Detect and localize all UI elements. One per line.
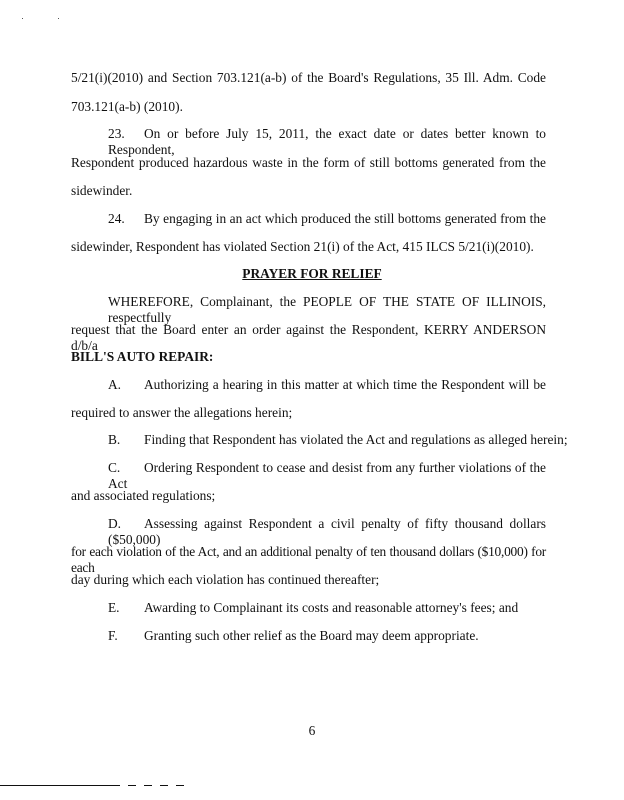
body-line: sidewinder, Respondent has violated Section 21(i) of the Act, 415 ILCS 5/21(i)(2010). [71, 239, 534, 254]
item-letter: C. [108, 460, 121, 475]
footer-dash [128, 785, 136, 786]
paragraph-number: 23. [108, 126, 125, 141]
respondent-name: BILL'S AUTO REPAIR: [71, 349, 214, 364]
footer-dash [144, 785, 152, 786]
item-letter: E. [108, 600, 120, 615]
paragraph-text: On or before July 15, 2011, the exact date or dates better known to Respondent, [108, 126, 546, 157]
body-line: and associated regulations; [71, 488, 216, 503]
item-letter: F. [108, 628, 118, 643]
item-letter: A. [108, 377, 122, 392]
body-line: sidewinder. [71, 183, 133, 198]
item-text: Finding that Respondent has violated the Act and regulations as alleged herein; [144, 432, 568, 447]
body-line: required to answer the allegations herein; [71, 405, 293, 420]
item-text: Ordering Respondent to cease and desist from any further violations of the Act [108, 460, 546, 491]
item-text: Assessing against Respondent a civil penalty of fifty thousand dollars ($50,000) [108, 516, 546, 547]
body-line: 5/21(i)(2010) and Section 703.121(a-b) of the Board's Regulations, 35 Ill. Adm. Code [71, 70, 546, 85]
page-number: 6 [308, 723, 316, 738]
scan-speck [22, 18, 23, 19]
item-a [108, 377, 546, 393]
item-text: Authorizing a hearing in this matter at which time the Respondent will be [144, 377, 546, 392]
body-line: WHEREFORE, Complainant, the PEOPLE OF THE STATE OF ILLINOIS, respectfully [108, 294, 546, 325]
item-letter: B. [108, 432, 121, 447]
body-line: for each violation of the Act, and an additional penalty of ten thousand dollars ($10,000) for each [71, 544, 546, 575]
footer-dash [176, 785, 184, 786]
footer-rule [0, 785, 120, 786]
paragraph-24-first-line [108, 211, 546, 227]
item-f [108, 628, 546, 644]
item-text: Granting such other relief as the Board may deem appropriate. [144, 628, 479, 643]
body-line: 703.121(a-b) (2010). [71, 99, 183, 114]
paragraph-number: 24. [108, 211, 125, 226]
body-line: request that the Board enter an order against the Respondent, KERRY ANDERSON d/b/a [71, 322, 546, 353]
paragraph-text: By engaging in an act which produced the still bottoms generated from the [144, 211, 546, 226]
item-text: Awarding to Complainant its costs and reasonable attorney's fees; and [144, 600, 519, 615]
section-heading: PRAYER FOR RELIEF [242, 266, 382, 281]
body-line: day during which each violation has continued thereafter; [71, 572, 380, 587]
item-b [108, 432, 568, 448]
scan-speck [58, 18, 59, 19]
item-e [108, 600, 546, 616]
paragraph-23-first-line [108, 126, 546, 158]
body-line: Respondent produced hazardous waste in the form of still bottoms generated from the [71, 155, 546, 170]
item-letter: D. [108, 516, 122, 531]
footer-dash [160, 785, 168, 786]
